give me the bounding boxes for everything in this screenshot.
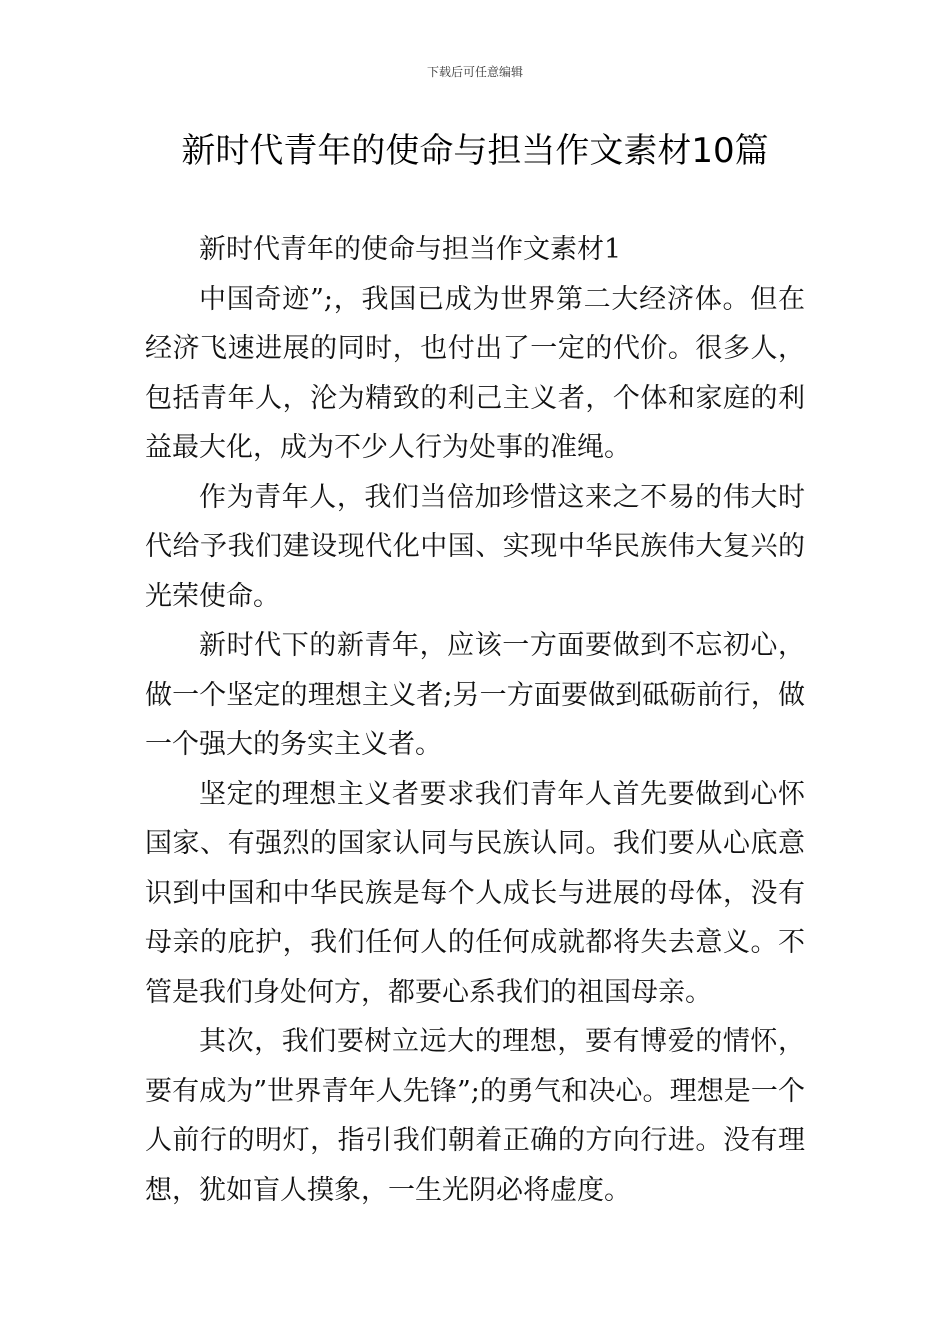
document-title: 新时代青年的使命与担当作文素材10篇 — [181, 131, 769, 171]
paragraph: 坚定的理想主义者要求我们青年人首先要做到心怀国家、有强烈的国家认同与民族认同。我们要从心底意识到中国和中华民族是每个人成长与进展的母体，没有母亲的庇护，我们任何人的任何成就都将失去意义。不管是我们身处何方，都要心系我们的祖国母亲。 — [145, 778, 805, 1008]
paragraph: 作为青年人，我们当倍加珍惜这来之不易的伟大时代给予我们建设现代化中国、实现中华民族伟大复兴的光荣使命。 — [145, 481, 805, 612]
section-heading: 新时代青年的使命与担当作文素材1 — [199, 234, 622, 265]
paragraph: 中国奇迹”;，我国已成为世界第二大经济体。但在经济飞速进展的同时，也付出了一定的代价。很多人，包括青年人，沦为精致的利己主义者，个体和家庭的利益最大化，成为不少人行为处事的准绳。 — [145, 283, 805, 463]
header-note: 下载后可任意编辑 — [426, 65, 523, 79]
paragraph: 其次，我们要树立远大的理想，要有博爱的情怀，要有成为”世界青年人先锋”;的勇气和决心。理想是一个人前行的明灯，指引我们朝着正确的方向行进。没有理想，犹如盲人摸象，一生光阴必将虚度。 — [145, 1026, 805, 1206]
paragraph: 新时代下的新青年，应该一方面要做到不忘初心，做一个坚定的理想主义者;另一方面要做到砥砺前行，做一个强大的务实主义者。 — [145, 630, 805, 760]
document-body — [145, 225, 805, 1215]
